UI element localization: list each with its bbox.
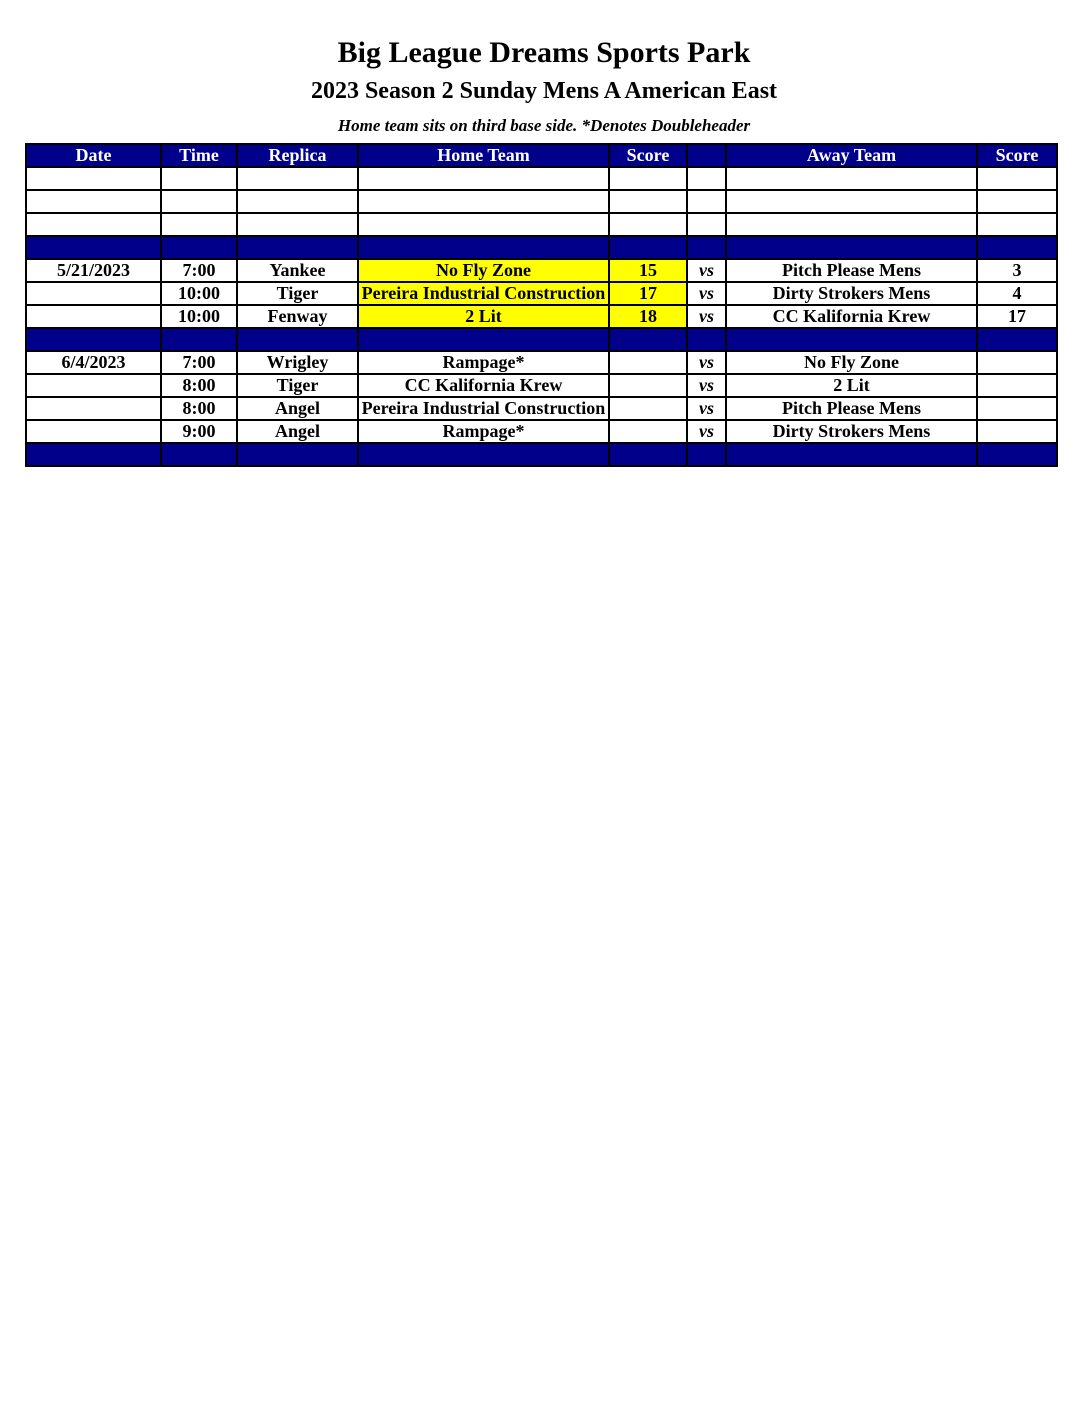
- away-score: [977, 397, 1057, 420]
- game-time: 10:00: [161, 305, 237, 328]
- header-row: [26, 144, 1057, 167]
- away-score: 17: [977, 305, 1057, 328]
- separator-row: [26, 328, 1057, 351]
- away-team: 2 Lit: [726, 374, 977, 397]
- home-score: [609, 420, 687, 443]
- home-team: No Fly Zone: [358, 259, 609, 282]
- vs-label: vs: [687, 420, 726, 443]
- game-replica: Yankee: [237, 259, 358, 282]
- home-team: Pereira Industrial Construction: [358, 397, 609, 420]
- away-score: 3: [977, 259, 1057, 282]
- home-team: Pereira Industrial Construction: [358, 282, 609, 305]
- home-score: [609, 351, 687, 374]
- away-score: [977, 374, 1057, 397]
- game-row: [26, 420, 1057, 443]
- game-time: 10:00: [161, 282, 237, 305]
- col-away-team: Away Team: [726, 144, 977, 167]
- game-date: [26, 420, 161, 443]
- home-team: 2 Lit: [358, 305, 609, 328]
- vs-label: vs: [687, 282, 726, 305]
- away-team: Pitch Please Mens: [726, 259, 977, 282]
- empty-row: [26, 167, 1057, 190]
- separator-row: [26, 443, 1057, 466]
- home-team: Rampage*: [358, 420, 609, 443]
- game-replica: Angel: [237, 397, 358, 420]
- col-time: Time: [161, 144, 237, 167]
- col-date: Date: [26, 144, 161, 167]
- page-title: Big League Dreams Sports Park: [337, 36, 751, 69]
- vs-label: vs: [687, 259, 726, 282]
- home-score: [609, 397, 687, 420]
- game-replica: Angel: [237, 420, 358, 443]
- separator-row: [26, 236, 1057, 259]
- schedule-subtitle: 2023 Season 2 Sunday Mens A American East: [310, 78, 778, 104]
- away-team: Dirty Strokers Mens: [726, 420, 977, 443]
- col-home-team: Home Team: [358, 144, 609, 167]
- game-time: 8:00: [161, 374, 237, 397]
- game-row: [26, 351, 1057, 374]
- game-time: 7:00: [161, 351, 237, 374]
- home-team: Rampage*: [358, 351, 609, 374]
- game-row: [26, 397, 1057, 420]
- schedule-table: [25, 143, 1058, 467]
- away-score: [977, 351, 1057, 374]
- col-home-score: Score: [609, 144, 687, 167]
- game-replica: Wrigley: [237, 351, 358, 374]
- vs-label: vs: [687, 305, 726, 328]
- empty-row: [26, 190, 1057, 213]
- game-row: [26, 305, 1057, 328]
- vs-label: vs: [687, 374, 726, 397]
- away-score: 4: [977, 282, 1057, 305]
- game-date: [26, 374, 161, 397]
- vs-label: vs: [687, 397, 726, 420]
- game-row: [26, 374, 1057, 397]
- game-date: [26, 282, 161, 305]
- home-score: 15: [609, 259, 687, 282]
- game-row: [26, 282, 1057, 305]
- away-score: [977, 420, 1057, 443]
- game-replica: Tiger: [237, 374, 358, 397]
- game-time: 9:00: [161, 420, 237, 443]
- away-team: Dirty Strokers Mens: [726, 282, 977, 305]
- away-team: CC Kalifornia Krew: [726, 305, 977, 328]
- game-date: [26, 305, 161, 328]
- game-date: [26, 397, 161, 420]
- game-replica: Tiger: [237, 282, 358, 305]
- home-score: 17: [609, 282, 687, 305]
- vs-label: vs: [687, 351, 726, 374]
- game-replica: Fenway: [237, 305, 358, 328]
- home-score: [609, 374, 687, 397]
- col-away-score: Score: [977, 144, 1057, 167]
- game-date: 5/21/2023: [26, 259, 161, 282]
- game-time: 8:00: [161, 397, 237, 420]
- away-team: Pitch Please Mens: [726, 397, 977, 420]
- away-team: No Fly Zone: [726, 351, 977, 374]
- game-time: 7:00: [161, 259, 237, 282]
- schedule-note: Home team sits on third base side. *Denotes Doubleheader: [337, 116, 751, 135]
- home-score: 18: [609, 305, 687, 328]
- game-date: 6/4/2023: [26, 351, 161, 374]
- home-team: CC Kalifornia Krew: [358, 374, 609, 397]
- empty-row: [26, 213, 1057, 236]
- game-row: [26, 259, 1057, 282]
- col-replica: Replica: [237, 144, 358, 167]
- col-vs: [687, 144, 726, 167]
